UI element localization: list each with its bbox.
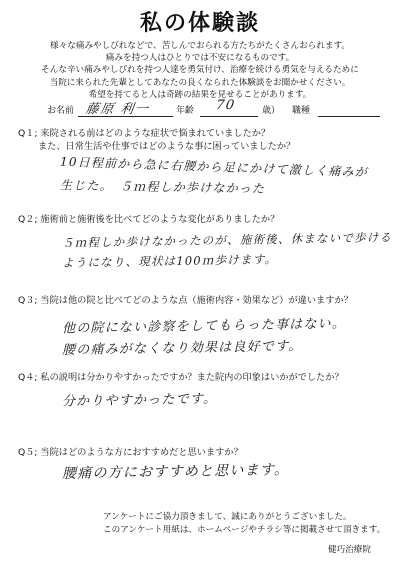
answer-1-line-2: 生じた。 ５ｍ程しか歩けなかった xyxy=(59,178,266,196)
intro-line: そんな辛い痛みやしびれを持つ人達を勇気付け、治療を続ける勇気を与えるために xyxy=(41,65,359,76)
page-title: 私の体験談 xyxy=(139,11,260,36)
question-text: Q４; 私の説明は分かりやすかったですか？また院内の印象はいかがでしたか？ xyxy=(18,372,344,383)
age-unit: 歳） xyxy=(262,106,281,116)
answer-2-line-2: ようになり、現状は100ｍ歩けます。 xyxy=(61,252,278,270)
answer-5-line-1: 腰痛の方におすすめと思います。 xyxy=(61,462,290,482)
age-underline xyxy=(200,116,258,117)
footer-message xyxy=(103,511,385,536)
answer-1-line-1: 10日程前から急に右腰から足にかけて激しく痛みが xyxy=(59,154,369,180)
intro-line: 痛みを持つ人はひとりでは不安になるものです。 xyxy=(105,53,295,64)
answer-4-line-1: 分かりやすかったです。 xyxy=(61,391,218,410)
question-1 xyxy=(18,127,295,153)
age-value: 70 xyxy=(214,98,237,113)
intro-text xyxy=(0,40,400,101)
question-text: Q５; 当院はどのような方におすすめだと思いますか？ xyxy=(18,447,243,458)
question-text: Q２; 施術前と施術後を比べてどのような変化がありましたか？ xyxy=(18,214,280,225)
age-label: 年齢 xyxy=(176,106,195,116)
clinic-name: 健巧治療院 xyxy=(328,545,371,555)
question-5 xyxy=(18,446,243,459)
answer-3-line-2: 腰の痛みがなくなり効果は良好です。 xyxy=(61,338,303,359)
answer-2-line-1: ５ｍ程しか歩けなかったのが、施術後、休まないで歩ける xyxy=(61,230,393,250)
respondent-info-row xyxy=(0,97,400,119)
question-2 xyxy=(18,213,279,226)
job-label: 職種 xyxy=(292,106,311,116)
intro-line: 当院に来られた先輩としてあなたの良くなられた体験談をお聞かせください。 xyxy=(49,77,351,88)
question-4 xyxy=(18,371,344,384)
question-text: また、日常生活や仕事ではどのような事に困っていましたか？ xyxy=(38,141,296,152)
answer-3-line-1: 他の院にない診察をしてもらった事はない。 xyxy=(61,316,347,337)
question-text: Q１; 来院される前はどのような症状で悩まれていましたか？ xyxy=(18,128,271,139)
footer-line: このアンケート用紙は、ホームページやチラシ等に掲載させて頂きます。 xyxy=(103,524,386,535)
question-3 xyxy=(18,294,353,307)
job-underline xyxy=(318,116,380,117)
intro-line: 希望を持てると人は奇跡の結果を見せることがあります。 xyxy=(88,89,312,100)
name-value: 藤原 利一 xyxy=(84,102,151,117)
intro-line: 様々な痛みやしびれなどで、苦しんでおられる方たちがたくさんおられます。 xyxy=(50,41,350,51)
question-text: Q３; 当院は他の院と比べてどのような点（施術内容・効果など）が違いますか？ xyxy=(18,295,353,306)
name-label: お名前 xyxy=(47,106,75,116)
footer-line: アンケートにご協力頂きまして、誠にありがとうございました。 xyxy=(103,512,352,522)
